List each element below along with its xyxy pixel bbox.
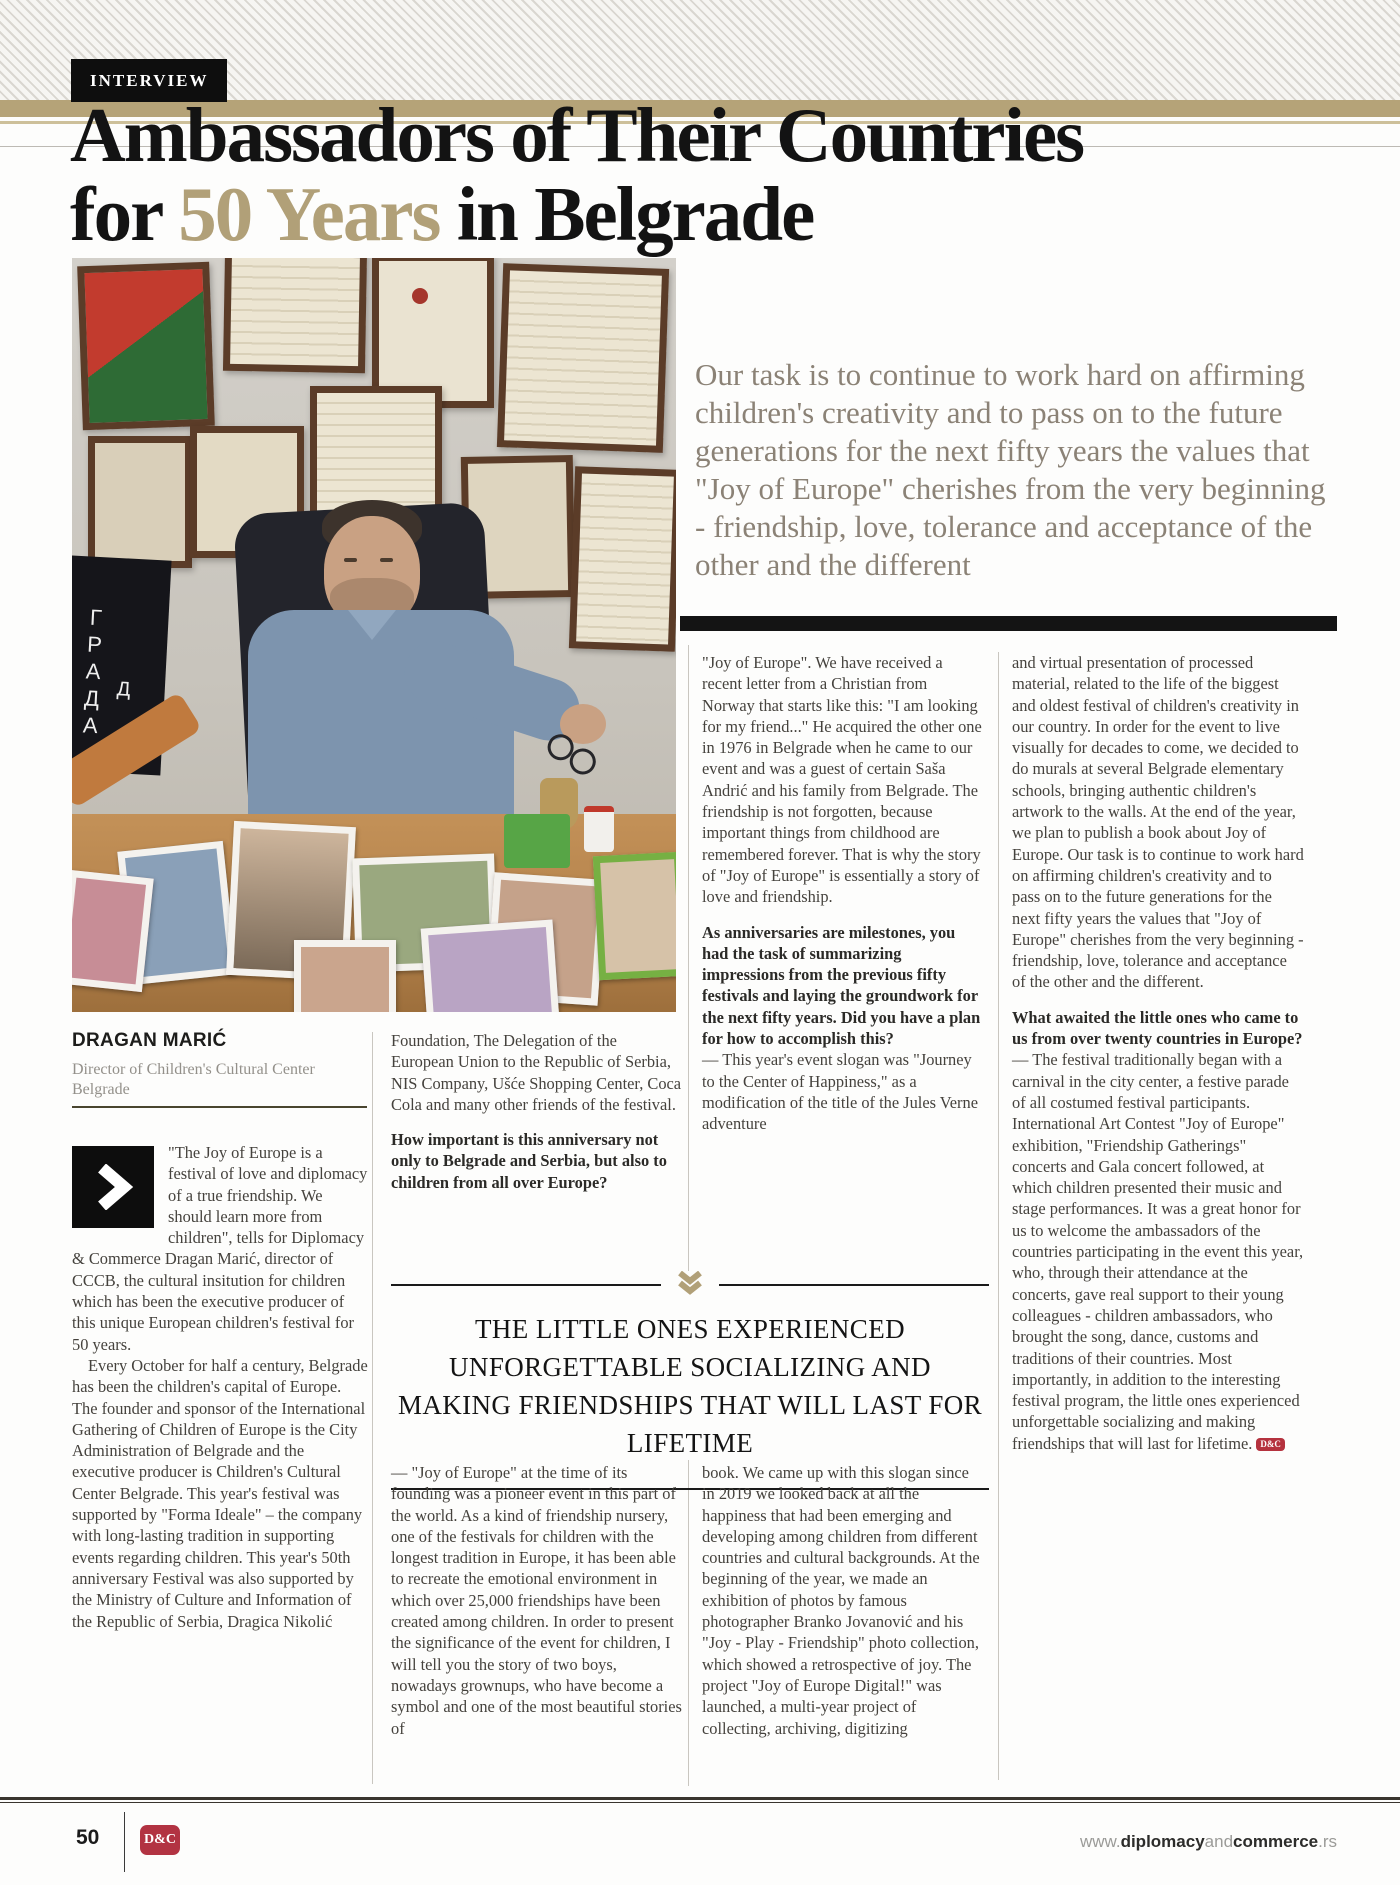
interview-question: What awaited the little ones who came to us from over twenty countries in Europe?	[1012, 1007, 1303, 1049]
person-eye	[380, 558, 393, 562]
section-divider-bar	[680, 616, 1337, 631]
url-rs: .rs	[1318, 1832, 1337, 1851]
shirt-collar	[348, 610, 396, 640]
interview-answer: — This year's event slogan was "Journey to the Center of Happiness," as a modification of the title of the Jules Verne adventure	[702, 1050, 978, 1134]
page-number: 50	[76, 1826, 100, 1849]
desk-photo-frame	[421, 920, 560, 1012]
board-text: ГРАДА	[77, 604, 110, 741]
article-column-2-top	[391, 1030, 683, 1193]
green-box	[504, 814, 570, 868]
headline-accent: 50 Years	[178, 171, 440, 257]
interviewee-name: DRAGAN MARIĆ	[72, 1030, 227, 1051]
footer-divider	[124, 1812, 125, 1872]
headline-line2-pre: for	[70, 171, 179, 257]
url-www: www.	[1079, 1832, 1121, 1851]
person-shirt	[248, 610, 514, 840]
chevron-down-icon	[661, 1271, 719, 1300]
column-divider	[688, 645, 689, 1273]
column-divider	[998, 652, 999, 1780]
column-divider	[372, 1032, 373, 1784]
paragraph: Every October for half a century, Belgrade has been the children's capital of Europe. The founder and sponsor of the International Gathering of Children of Europe is the City Administration of Belgrade and the executive producer is Children's Cultural Center Belgrade. This year's festival was supported by "Forma Ideale" – the company with long-lasting tradition in supporting events regarding children. This year's 50th anniversary Festival was also supported by the Ministry of Culture and Information of the Republic of Serbia, Dragica Nikolić	[72, 1355, 368, 1631]
paragraph: "Joy of Europe". We have received a recent letter from a Christian from Norway that starts like this: "I am looking for my friend..." He acquired the other one in 1976 in Belgrade when he came to our event and was a guest of certain Saša Andrić and his family from Belgrade. The friendship is not forgotten, because important things from childhood are remembered forever. That is why the story of "Joy of Europe" is essentially a story of love and friendship.	[702, 653, 982, 907]
article-column-1	[72, 1142, 368, 1632]
pull-quote-box	[391, 1284, 989, 1490]
article-end-mark: D&C	[1256, 1438, 1285, 1451]
article-column-3-top	[702, 652, 984, 1135]
column-divider	[688, 1460, 689, 1786]
interview-question: As anniversaries are milestones, you had the task of summarizing impressions from the previous fifty festivals and laying the groundwork for the next fifty years. Did you have a plan for how to accomplish this?	[702, 922, 981, 1049]
url-and: and	[1204, 1832, 1234, 1851]
caption-rule	[72, 1106, 367, 1108]
wall-frame	[497, 263, 669, 453]
article-column-2-bottom	[391, 1462, 683, 1739]
interview-question: How important is this anniversary not only to Belgrade and Serbia, but also to children from all over Europe?	[391, 1130, 667, 1192]
magazine-url	[1080, 1832, 1337, 1852]
page-title	[70, 92, 1250, 257]
wall-frame	[223, 258, 367, 373]
url-diplomacy: diplomacy	[1120, 1832, 1205, 1851]
interview-photo	[72, 258, 676, 1012]
white-cup	[584, 806, 614, 852]
wall-seal	[412, 288, 428, 304]
arrow-drop-cap-icon	[72, 1146, 154, 1228]
paragraph: Foundation, The Delegation of the European Union to the Republic of Serbia, NIS Company, Ušće Shopping Center, Coca Cola and many other friends of the festival.	[391, 1031, 682, 1114]
answer-text: — The festival traditionally began with a carnival in the city center, a festive parade of all costumed festival participants. International Art Contest "Joy of Europe" exhibition, "Friendship Gatherings" concerts and Gala concert followed, at which children presented their music and stage performances. It was a great honor for us to welcome the ambassadors of the countries participating in the event this year, who, through their attendance at the concerts, gave real support to their young colleagues - children ambassadors, who brought the song, dance, customs and traditions of their countries. Most importantly, in addition to the interesting festival program, the little ones experienced unforgettable socializing and making friendships that will last for lifetime.	[1012, 1050, 1304, 1453]
paragraph: and virtual presentation of processed material, related to the life of the biggest and oldest festival of children's creativity in our country. In order for the event to live visually for decades to come, we decided to do murals at several Belgrade elementary schools, bringing authentic children's artwork to the walls. At the end of the year, we plan to publish a book about Joy of Europe. Our task is to continue to work hard on affirming children's creativity and to pass on to the future generations for the next fifty years the values that "Joy of Europe" cherishes from the very beginning - friendship, love, tolerance and acceptance of the other and the different.	[1012, 653, 1304, 992]
url-commerce: commerce	[1233, 1832, 1319, 1851]
headline-line1: Ambassadors of Their Countries	[70, 92, 1084, 178]
interviewee-title: Director of Children's Cultural Center Belgrade	[72, 1061, 315, 1098]
pull-quote-text: THE LITTLE ONES EXPERIENCED UNFORGETTABLE SOCIALIZING AND MAKING FRIENDSHIPS THAT WILL LAST FOR LIFETIME	[397, 1314, 983, 1458]
paragraph: "The Joy of Europe is a festival of love and diplomacy of a true friendship. We should learn more from children", tells for Diplomacy & Commerce Dragan Marić, director of CCCB, the cultural insitution for children which has been the executive producer of this unique European children's festival for 50 years.	[72, 1143, 368, 1354]
magazine-logo: D&C	[140, 1825, 180, 1855]
wall-frame	[569, 466, 676, 652]
section-kicker: INTERVIEW	[72, 60, 226, 101]
desk-photo-frame	[72, 870, 154, 992]
board-text: Д	[116, 678, 131, 701]
person-eye	[344, 558, 357, 562]
paragraph: book. We came up with this slogan since in 2019 we looked back at all the happiness that had been emerging and developing among children from different countries and cultural backgrounds. At the beginning of the year, we made an exhibition of photos by famous photographer Branko Jovanović and his "Joy - Play - Friendship" photo collection, which showed a retrospective of joy. The project "Joy of Europe Digital!" was launched, a multi-year project of collecting, archiving, digitizing	[702, 1463, 980, 1738]
headline-line2-post: in Belgrade	[439, 171, 814, 257]
footer-rule-thick	[0, 1797, 1400, 1800]
desk-photo-frame	[294, 940, 396, 1012]
interview-answer	[1012, 1049, 1304, 1454]
interview-answer: — "Joy of Europe" at the time of its founding was a pioneer event in this part of the world. As a kind of friendship nursery, one of the festivals for children with the longest tradition in Europe, it has been able to recreate the emotional environment in which over 25,000 friendships have been created among children. In order to present the significance of the event for children, I will tell you the story of two boys, nowadays grownups, who have become a symbol and one of the most beautiful stories of	[391, 1463, 682, 1738]
wall-frame	[77, 262, 215, 431]
article-column-4	[1012, 652, 1304, 1454]
article-column-3-bottom	[702, 1462, 984, 1739]
desk-photo-frame	[593, 852, 676, 980]
wall-frame	[88, 436, 192, 568]
footer-rule-thin	[0, 1802, 1400, 1803]
lead-quote: Our task is to continue to work hard on affirming children's creativity and to pass on to the future generations for the next fifty years the values that "Joy of Europe" cherishes from the very beginning - friendship, love, tolerance and acceptance of the other and the different	[695, 357, 1326, 582]
